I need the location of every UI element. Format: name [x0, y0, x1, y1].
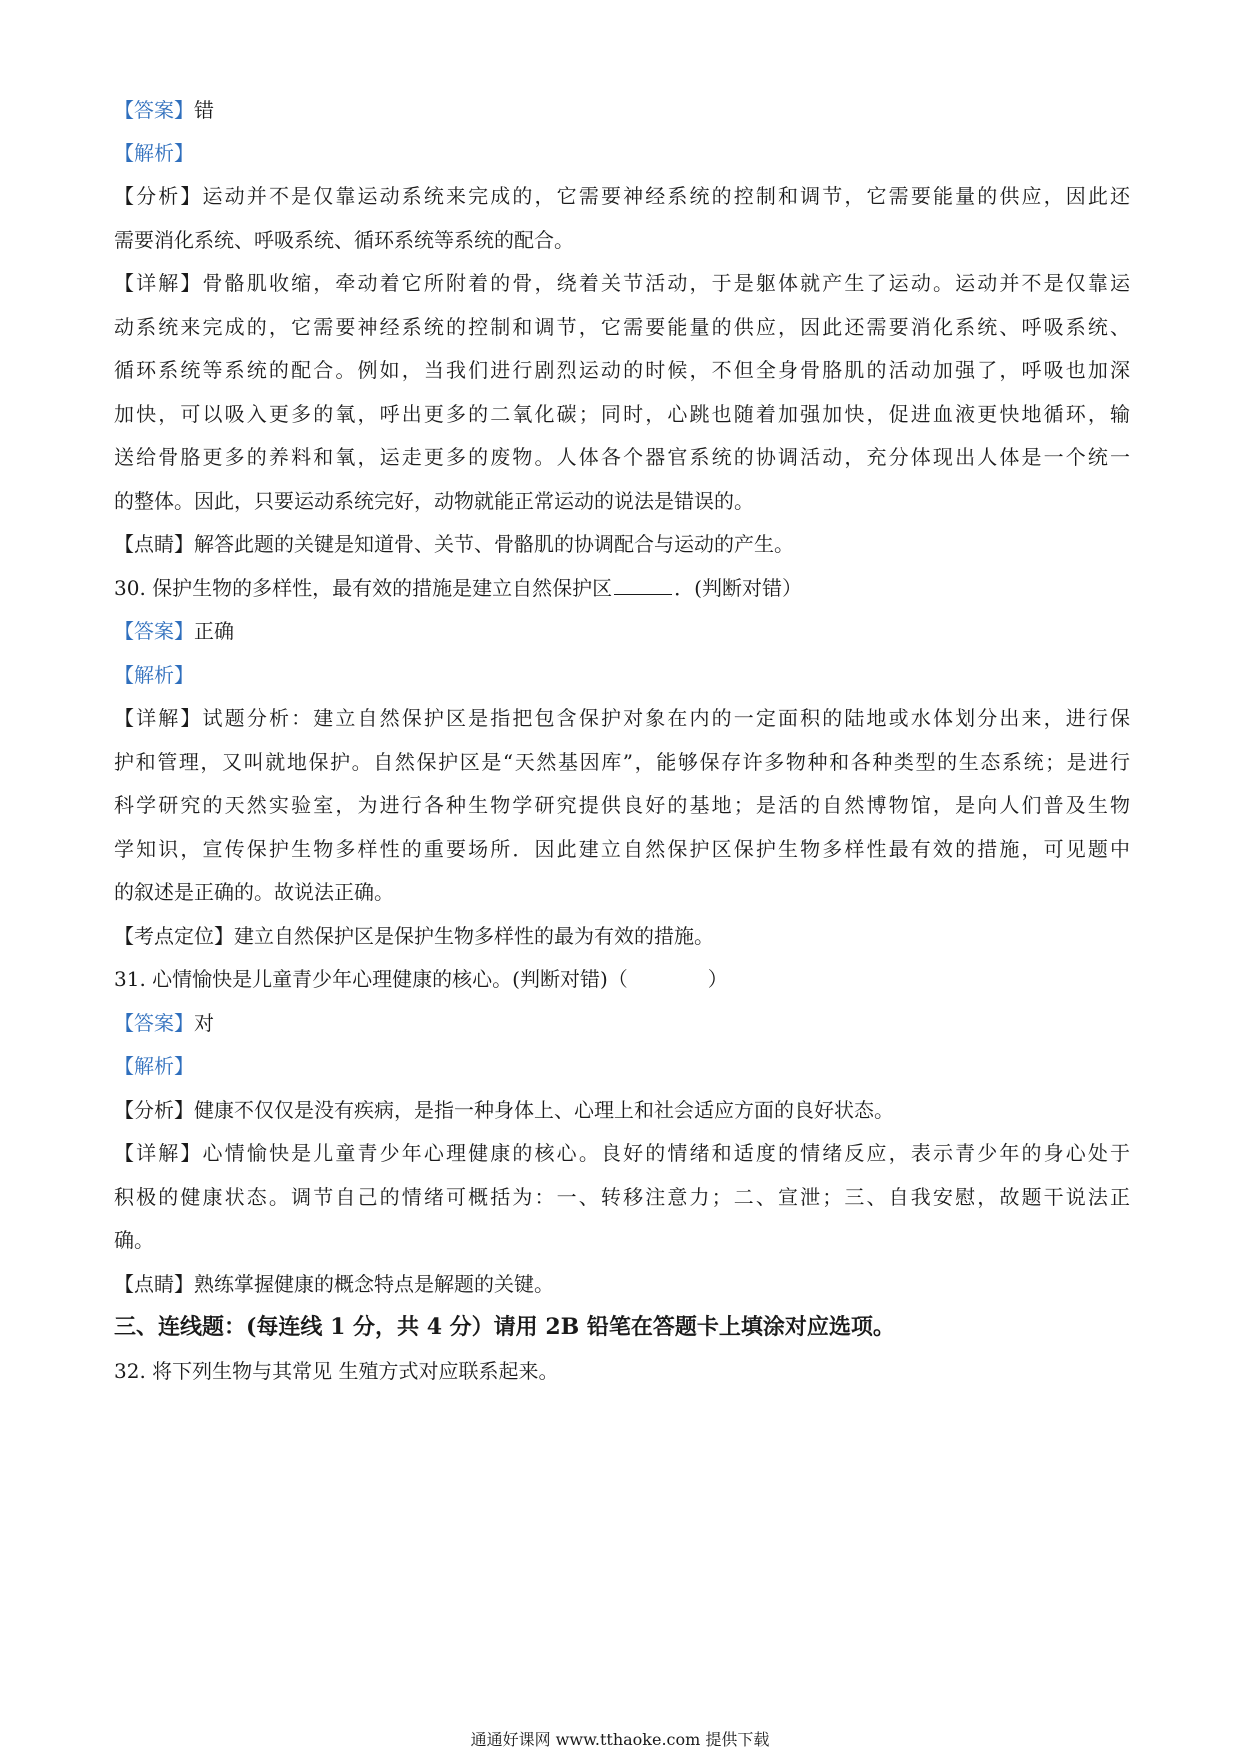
q29-answer: 错 — [194, 98, 214, 122]
q29-xiangjie-line-4: 加快，可以吸入更多的氧，呼出更多的二氧化碳；同时，心跳也随着加强加快，促进血液更快地循环，输 — [114, 402, 1130, 426]
q31-xiangjie-text-1: 心情愉快是儿童青少年心理健康的核心。良好的情绪和适度的情绪反应，表示青少年的身心处于 — [202, 1141, 1131, 1165]
q30-question-suffix: ．(判断对错） — [674, 576, 802, 600]
q29-fenxi-line-2: 需要消化系统、呼吸系统、循环系统等系统的配合。 — [114, 228, 574, 252]
q31-answer: 对 — [194, 1011, 214, 1035]
q31-xiangjie-line-1 — [114, 1141, 1130, 1165]
q29-fenxi-line-1 — [114, 184, 1130, 208]
q31-fenxi-line — [114, 1098, 1130, 1122]
q31-answer-line — [114, 1011, 1130, 1035]
q30-question-text: 30. 保护生物的多样性，最有效的措施是建立自然保护区 — [114, 576, 613, 600]
q30-answer: 正确 — [194, 619, 234, 643]
q29-xiangjie-line-6: 的整体。因此，只要运动系统完好，动物就能正常运动的说法是错误的。 — [114, 489, 754, 513]
analysis-tag: 【解析】 — [114, 1054, 194, 1078]
answer-tag: 【答案】 — [114, 619, 194, 643]
q29-xiangjie-line-1 — [114, 271, 1130, 295]
q31-xiangjie-line-3: 确。 — [114, 1228, 154, 1252]
q29-dianjing-line — [114, 532, 1130, 556]
dianjing-tag: 【点睛】 — [114, 532, 194, 556]
fenxi-tag: 【分析】 — [114, 1098, 194, 1122]
xiangjie-tag: 【详解】 — [114, 1141, 203, 1165]
q31-xiangjie-line-2: 积极的健康状态。调节自己的情绪可概括为：一、转移注意力；二、宣泄；三、自我安慰，故题干说法正 — [114, 1185, 1130, 1209]
q29-xiangjie-line-3: 循环系统等系统的配合。例如，当我们进行剧烈运动的时候，不但全身骨胳肌的活动加强了，呼吸也加深 — [114, 358, 1130, 382]
dianjing-tag: 【点睛】 — [114, 1272, 194, 1296]
q32-question: 32. 将下列生物与其常见 生殖方式对应联系起来。 — [114, 1359, 559, 1383]
q29-answer-line — [114, 98, 1130, 122]
q30-kaodian-text: 建立自然保护区是保护生物多样性的最为有效的措施。 — [234, 924, 714, 948]
q31-dianjing-line — [114, 1272, 1130, 1296]
xiangjie-tag: 【详解】 — [114, 271, 203, 295]
q29-fenxi-text-1: 运动并不是仅靠运动系统来完成的，它需要神经系统的控制和调节，它需要能量的供应，因此还 — [202, 184, 1131, 208]
page-footer: 通通好课网 www.tthaoke.com 提供下载 — [470, 1730, 770, 1749]
q31-question-suffix: ） — [707, 967, 728, 991]
q30-xiangjie-line-3: 科学研究的天然实验室，为进行各种生物学研究提供良好的基地；是活的自然博物馆，是向人们普及生物 — [114, 793, 1130, 817]
q30-kaodian-line — [114, 924, 1130, 948]
q29-dianjing-text: 解答此题的关键是知道骨、关节、骨骼肌的协调配合与运动的产生。 — [194, 532, 794, 556]
xiangjie-tag: 【详解】 — [114, 706, 203, 730]
q31-question — [114, 967, 1130, 991]
answer-tag: 【答案】 — [114, 1011, 194, 1035]
q30-question — [114, 576, 1130, 600]
answer-blank — [614, 576, 672, 595]
q30-xiangjie-line-1 — [114, 706, 1130, 730]
q31-question-text: 31. 心情愉快是儿童青少年心理健康的核心。(判断对错)（ — [114, 967, 628, 991]
q30-xiangjie-text-1: 试题分析：建立自然保护区是指把包含保护对象在内的一定面积的陆地或水体划分出来，进行保 — [202, 706, 1131, 730]
q29-xiangjie-line-5: 送给骨胳更多的养料和氧，运走更多的废物。人体各个器官系统的协调活动，充分体现出人体是一个统一 — [114, 445, 1130, 469]
q31-dianjing-text: 熟练掌握健康的概念特点是解题的关键。 — [194, 1272, 554, 1296]
q29-xiangjie-line-2: 动系统来完成的，它需要神经系统的控制和调节，它需要能量的供应，因此还需要消化系统、呼吸系统、 — [114, 315, 1130, 339]
analysis-tag: 【解析】 — [114, 663, 194, 687]
q30-answer-line — [114, 619, 1130, 643]
analysis-tag: 【解析】 — [114, 141, 194, 165]
fenxi-tag: 【分析】 — [114, 184, 203, 208]
q29-analysis-heading — [114, 141, 1130, 165]
section-heading: 三、连线题：(每连线 1 分，共 4 分）请用 2B 铅笔在答题卡上填涂对应选项。 — [114, 1314, 895, 1340]
answer-tag: 【答案】 — [114, 98, 194, 122]
q30-xiangjie-line-2: 护和管理，又叫就地保护。自然保护区是“天然基因库”，能够保存许多物种和各种类型的生态系统；是进行 — [114, 750, 1130, 774]
q30-analysis-heading — [114, 663, 1130, 687]
kaodian-tag: 【考点定位】 — [114, 924, 234, 948]
q30-xiangjie-line-4: 学知识，宣传保护生物多样性的重要场所．因此建立自然保护区保护生物多样性最有效的措施，可见题中 — [114, 837, 1130, 861]
q29-xiangjie-text-1: 骨骼肌收缩，牵动着它所附着的骨，绕着关节活动，于是躯体就产生了运动。运动并不是仅靠运 — [202, 271, 1131, 295]
q31-fenxi-text: 健康不仅仅是没有疾病，是指一种身体上、心理上和社会适应方面的良好状态。 — [194, 1098, 894, 1122]
q31-analysis-heading — [114, 1054, 1130, 1078]
q30-xiangjie-line-5: 的叙述是正确的。故说法正确。 — [114, 880, 394, 904]
